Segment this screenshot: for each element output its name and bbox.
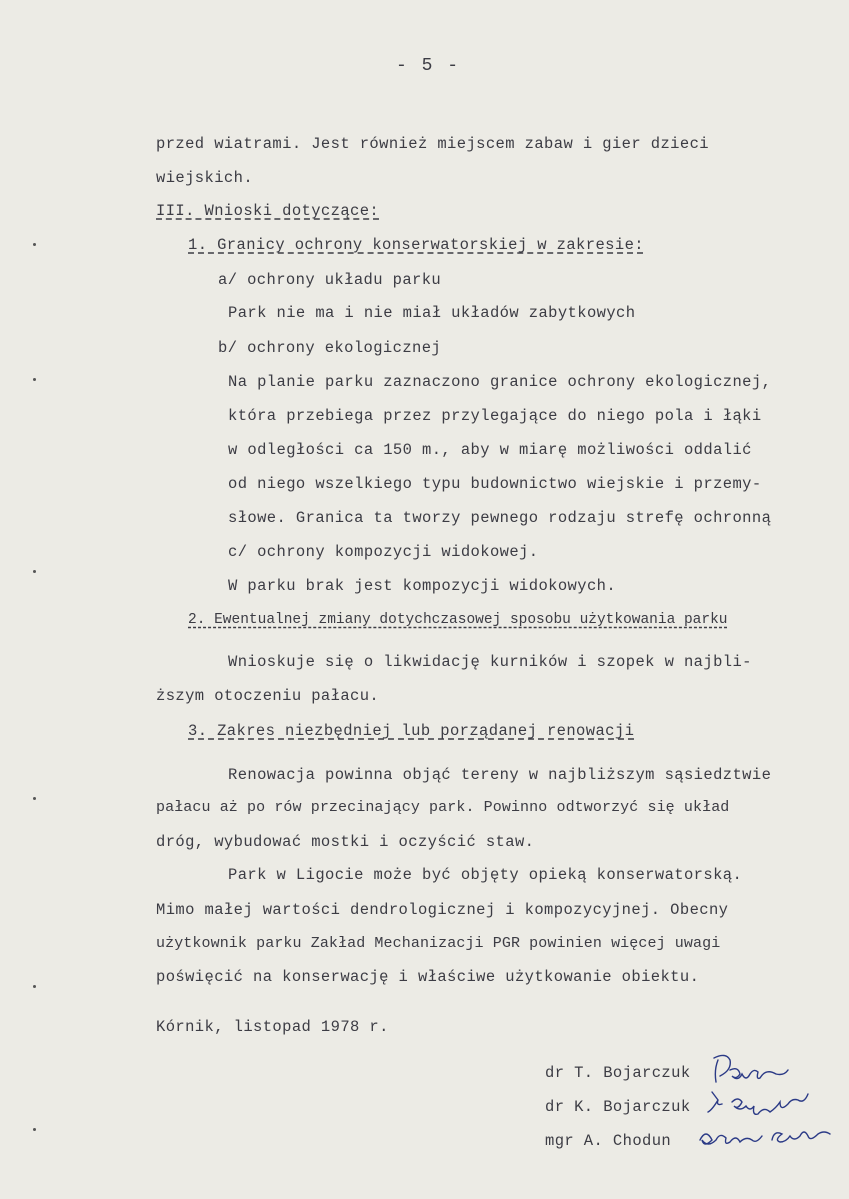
text-line: W parku brak jest kompozycji widokowych. (228, 577, 617, 595)
subsection-heading: 1. Granicy ochrony konserwatorskiej w zakresie: (188, 236, 644, 254)
text-line: ższym otoczeniu pałacu. (156, 687, 380, 705)
text-line: Park w Ligocie może być objęty opieką konserwatorską. (228, 866, 743, 884)
text-line: a/ ochrony układu parku (218, 271, 442, 289)
text-line: wiejskich. (156, 169, 254, 187)
section-heading: III. Wnioski dotyczące: (156, 202, 380, 220)
text-line: Park nie ma i nie miał układów zabytkowych (228, 304, 636, 322)
signatory-name: dr T. Bojarczuk (545, 1064, 691, 1082)
text-line: poświęcić na konserwację i właściwe użytkowanie obiektu. (156, 968, 700, 986)
subsection-heading: 2. Ewentualnej zmiany dotychczasowej sposobu użytkowania parku (188, 612, 728, 628)
text-line: która przebiega przez przylegające do niego pola i łąki (228, 407, 762, 425)
text-line: od niego wszelkiego typu budownictwo wiejskie i przemy- (228, 475, 762, 493)
page-number: - 5 - (396, 56, 461, 76)
text-line: Renowacja powinna objąć tereny w najbliższym sąsiedztwie (228, 766, 772, 784)
margin-mark (33, 985, 36, 988)
place-date: Kórnik, listopad 1978 r. (156, 1018, 389, 1036)
margin-mark (33, 797, 36, 800)
text-line: Wnioskuje się o likwidację kurników i szopek w najbli- (228, 653, 752, 671)
text-line: przed wiatrami. Jest również miejscem zabaw i gier dzieci (156, 135, 709, 153)
margin-mark (33, 378, 36, 381)
text-line: pałacu aż po rów przecinający park. Powinno odtworzyć się układ (156, 799, 730, 816)
signatory-name: dr K. Bojarczuk (545, 1098, 691, 1116)
text-line: dróg, wybudować mostki i oczyścić staw. (156, 833, 535, 851)
text-line: słowe. Granica ta tworzy pewnego rodzaju strefę ochronną (228, 509, 772, 527)
text-line: c/ ochrony kompozycji widokowej. (228, 543, 539, 561)
text-line: w odległości ca 150 m., aby w miarę możliwości oddalić (228, 441, 752, 459)
margin-mark (33, 243, 36, 246)
text-line: Mimo małej wartości dendrologicznej i kompozycyjnej. Obecny (156, 901, 729, 919)
subsection-heading: 3. Zakres niezbędniej lub porządanej renowacji (188, 722, 635, 740)
signatory-name: mgr A. Chodun (545, 1132, 672, 1150)
text-line: użytkownik parku Zakład Mechanizacji PGR powinien więcej uwagi (156, 935, 721, 952)
margin-mark (33, 570, 36, 573)
text-line: Na planie parku zaznaczono granice ochrony ekologicznej, (228, 373, 772, 391)
text-line: b/ ochrony ekologicznej (218, 339, 442, 357)
margin-mark (33, 1128, 36, 1131)
